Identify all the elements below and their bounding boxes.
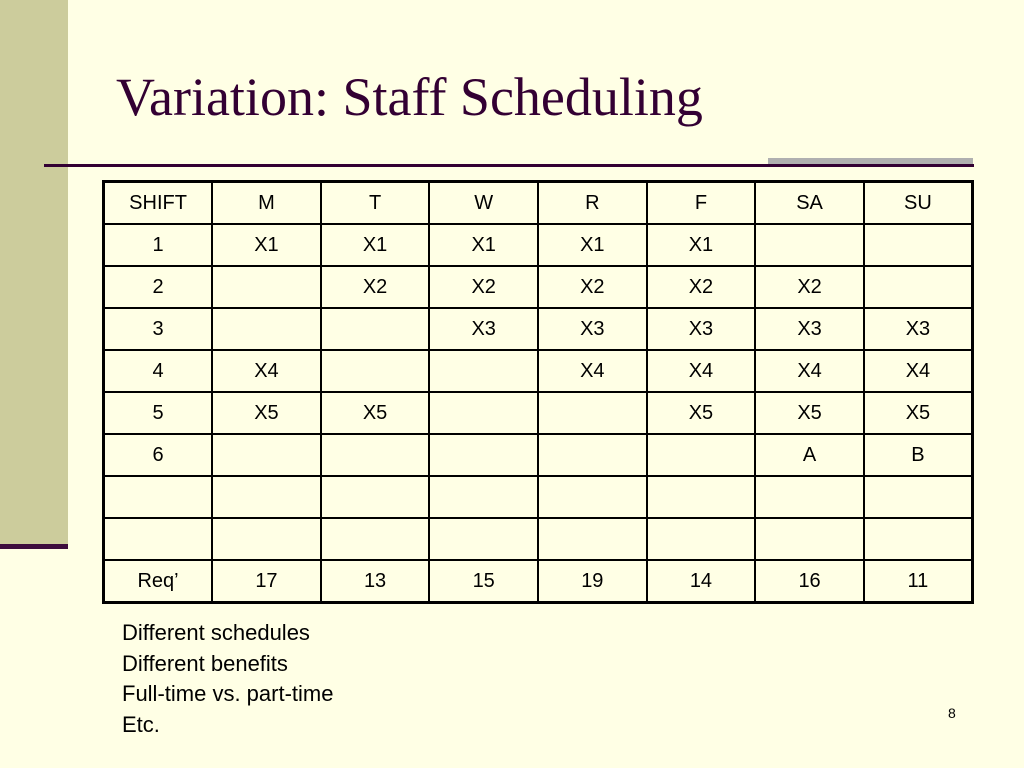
table-cell — [864, 518, 973, 560]
table-cell: X5 — [212, 392, 321, 434]
table-cell — [864, 266, 973, 308]
table-cell: X3 — [538, 308, 647, 350]
header-cell: R — [538, 182, 647, 225]
requirement-cell: 16 — [755, 560, 864, 603]
table-cell-label: 3 — [104, 308, 213, 350]
requirement-cell: 13 — [321, 560, 430, 603]
table-cell — [321, 308, 430, 350]
table-row — [104, 350, 973, 392]
table-cell — [429, 434, 538, 476]
requirement-cell: 11 — [864, 560, 973, 603]
table-cell: X2 — [321, 266, 430, 308]
table-cell: X2 — [429, 266, 538, 308]
table-cell — [864, 476, 973, 518]
table-cell: X4 — [538, 350, 647, 392]
requirements-row — [104, 560, 973, 603]
header-cell-label: SHIFT — [104, 182, 213, 225]
table-cell — [212, 308, 321, 350]
table-cell: B — [864, 434, 973, 476]
table-cell: X1 — [647, 224, 756, 266]
table-cell: X4 — [864, 350, 973, 392]
table-cell — [755, 224, 864, 266]
table-cell: X3 — [864, 308, 973, 350]
table-cell — [321, 476, 430, 518]
table-row — [104, 476, 973, 518]
table-cell: X5 — [647, 392, 756, 434]
table-row — [104, 434, 973, 476]
table-cell-label: 5 — [104, 392, 213, 434]
table-cell — [429, 350, 538, 392]
table-cell: X2 — [755, 266, 864, 308]
table-cell: X2 — [647, 266, 756, 308]
table-cell — [538, 518, 647, 560]
table-cell-label — [104, 518, 213, 560]
slide-number: 8 — [948, 705, 956, 721]
table-cell — [212, 476, 321, 518]
table-cell — [755, 518, 864, 560]
table-cell: X5 — [321, 392, 430, 434]
note-item: Etc. — [122, 711, 160, 737]
table-cell: X1 — [321, 224, 430, 266]
table-cell — [538, 392, 647, 434]
table-row — [104, 392, 973, 434]
table-cell: X2 — [538, 266, 647, 308]
table-cell — [321, 434, 430, 476]
left-decorative-band — [0, 0, 68, 548]
table-cell — [647, 476, 756, 518]
schedule-table-body — [104, 182, 973, 603]
table-cell-label: 4 — [104, 350, 213, 392]
table-cell — [755, 476, 864, 518]
header-cell: SA — [755, 182, 864, 225]
table-row — [104, 518, 973, 560]
table-cell — [429, 392, 538, 434]
shift-schedule-table — [102, 180, 974, 604]
table-cell — [647, 518, 756, 560]
table-cell: X5 — [755, 392, 864, 434]
table-cell — [212, 518, 321, 560]
table-cell — [321, 518, 430, 560]
requirement-cell: 15 — [429, 560, 538, 603]
header-cell: T — [321, 182, 430, 225]
table-cell: X3 — [755, 308, 864, 350]
table-cell — [538, 476, 647, 518]
table-cell: X1 — [538, 224, 647, 266]
notes-list — [122, 618, 333, 740]
table-cell — [864, 224, 973, 266]
header-cell: SU — [864, 182, 973, 225]
header-cell: M — [212, 182, 321, 225]
table-row — [104, 224, 973, 266]
table-cell: X4 — [212, 350, 321, 392]
table-cell-label — [104, 476, 213, 518]
table-cell — [212, 434, 321, 476]
table-cell: X1 — [429, 224, 538, 266]
table-cell: X3 — [429, 308, 538, 350]
left-accent-bar — [0, 544, 68, 549]
table-cell — [429, 518, 538, 560]
table-cell — [321, 350, 430, 392]
table-cell-label: 1 — [104, 224, 213, 266]
header-cell: F — [647, 182, 756, 225]
requirement-cell: 19 — [538, 560, 647, 603]
table-cell: X4 — [755, 350, 864, 392]
table-cell — [647, 434, 756, 476]
table-row — [104, 266, 973, 308]
table-header-row — [104, 182, 973, 225]
header-cell: W — [429, 182, 538, 225]
table-cell — [538, 434, 647, 476]
table-row — [104, 308, 973, 350]
requirement-cell-label: Req’ — [104, 560, 213, 603]
title-divider — [44, 164, 974, 167]
slide-title: Variation: Staff Scheduling — [116, 67, 703, 127]
table-cell-label: 6 — [104, 434, 213, 476]
table-cell — [212, 266, 321, 308]
note-item: Full-time vs. part-time — [122, 681, 334, 706]
table-cell: X4 — [647, 350, 756, 392]
table-cell: X5 — [864, 392, 973, 434]
table-cell-label: 2 — [104, 266, 213, 308]
table-cell: A — [755, 434, 864, 476]
table-cell: X1 — [212, 224, 321, 266]
requirement-cell: 14 — [647, 560, 756, 603]
requirement-cell: 17 — [212, 560, 321, 603]
note-item: Different schedules — [122, 620, 310, 645]
note-item: Different benefits — [122, 650, 288, 676]
table-cell: X3 — [647, 308, 756, 350]
table-cell — [429, 476, 538, 518]
